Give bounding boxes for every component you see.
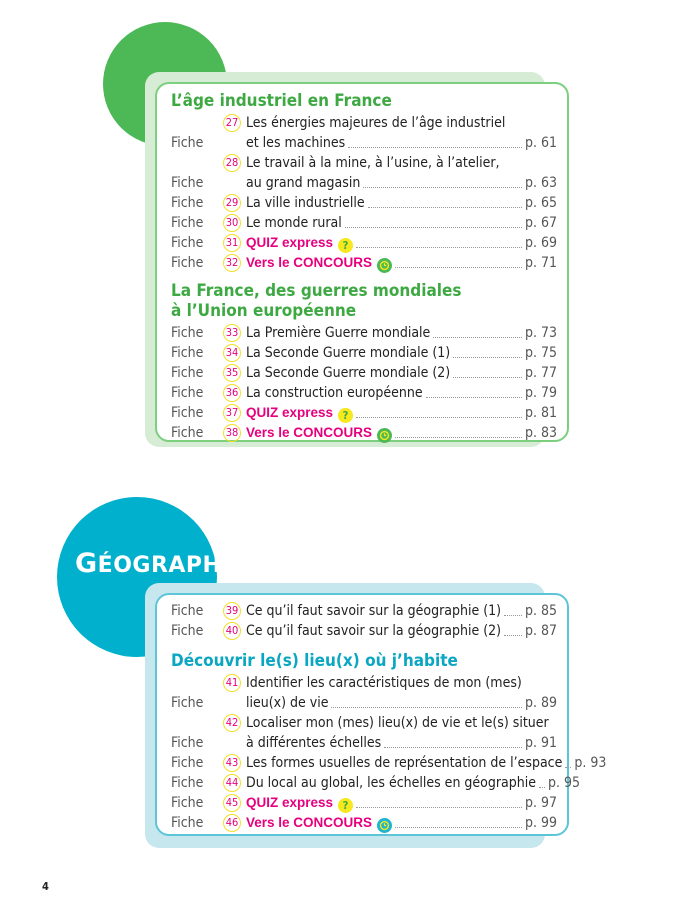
page-reference: p. 75 [524,345,557,361]
page-number: 4 [42,880,49,893]
page-reference: p. 69 [524,235,557,251]
fiche-number-badge: 38 [223,424,241,442]
fiche-label: Fiche [171,755,204,771]
entry-title: QUIZ express [246,235,334,250]
page-reference: p. 81 [524,405,557,421]
fiche-label: Fiche [171,385,204,401]
dot-leader [504,635,522,636]
dot-leader [395,827,522,828]
fiche-number-badge: 31 [223,234,241,252]
page-reference: p. 93 [574,755,607,771]
fiche-label: Fiche [171,405,204,421]
dot-leader [453,377,522,378]
entry-title: Le monde rural [246,215,342,231]
page-reference: p. 95 [548,775,581,791]
fiche-label: Fiche [171,695,204,711]
fiche-label: Fiche [171,195,204,211]
fiche-number-badge: 40 [223,622,241,640]
fiche-label: Fiche [171,215,204,231]
clock-icon [377,818,392,833]
entry-title: La ville industrielle [246,195,365,211]
entry-title: lieu(x) de vie [246,695,329,711]
entry-title: Les énergies majeures de l’âge industriel [246,115,506,131]
section-title: L’âge industriel en France [171,91,392,111]
fiche-label: Fiche [171,815,204,831]
page-reference: p. 73 [524,325,557,341]
entry-list [171,673,607,833]
page-reference: p. 87 [524,623,557,639]
dot-leader [356,417,522,418]
toc-entry[interactable] [171,213,557,233]
geography-heading: GÉOGRAPHIE [75,548,246,579]
geography-toc-panel [155,593,607,836]
fiche-number-badge: 44 [223,774,241,792]
question-mark-icon: ? [338,408,353,423]
entry-title: et les machines [246,135,346,151]
dot-leader [539,787,545,788]
toc-entry[interactable] [171,713,557,753]
fiche-label: Fiche [171,425,204,441]
fiche-number-badge: 36 [223,384,241,402]
entry-title: La Première Guerre mondiale [246,325,431,341]
entry-list [171,601,557,641]
entry-title: à différentes échelles [246,735,382,751]
toc-entry[interactable] [171,383,557,403]
page-reference: p. 67 [524,215,557,231]
entry-list [171,323,557,443]
fiche-number-badge: 45 [223,794,241,812]
entry-title: Vers le CONCOURS [246,815,373,830]
fiche-number-badge: 43 [223,754,241,772]
toc-entry[interactable] [171,423,557,443]
fiche-label: Fiche [171,235,204,251]
fiche-label: Fiche [171,325,204,341]
entry-title: Ce qu’il faut savoir sur la géographie (2) [246,623,502,639]
question-mark-icon: ? [338,798,353,813]
fiche-number-badge: 37 [223,404,241,422]
dot-leader [433,337,522,338]
toc-entry[interactable] [171,621,557,641]
fiche-number-badge: 35 [223,364,241,382]
entry-title: Le travail à la mine, à l’usine, à l’atelier, [246,155,500,171]
fiche-number-badge: 27 [223,114,241,132]
fiche-label: Fiche [171,345,204,361]
entry-list [171,113,557,273]
fiche-number-badge: 39 [223,602,241,620]
toc-entry[interactable] [171,813,557,833]
entry-title: Identifier les caractéristiques de mon (mes) [246,675,522,691]
dot-leader [345,227,522,228]
question-mark-icon: ? [338,238,353,253]
fiche-label: Fiche [171,735,204,751]
page-reference: p. 97 [524,795,557,811]
fiche-number-badge: 41 [223,674,241,692]
dot-leader [384,747,522,748]
entry-title: La Seconde Guerre mondiale (2) [246,365,451,381]
entry-title: La construction européenne [246,385,423,401]
clock-icon [377,428,392,443]
toc-entry[interactable] [171,233,557,253]
fiche-label: Fiche [171,775,204,791]
toc-entry[interactable] [171,363,557,383]
dot-leader [368,207,522,208]
entry-title: au grand magasin [246,175,361,191]
entry-title: QUIZ express [246,405,334,420]
fiche-label: Fiche [171,135,204,151]
dot-leader [348,147,522,148]
fiche-label: Fiche [171,365,204,381]
toc-entry[interactable] [171,153,557,193]
toc-entry[interactable] [171,253,557,273]
toc-entry[interactable] [171,773,581,793]
fiche-label: Fiche [171,623,204,639]
fiche-label: Fiche [171,603,204,619]
fiche-number-badge: 46 [223,814,241,832]
section-title: Découvrir le(s) lieu(x) où j’habite [171,651,458,671]
fiche-label: Fiche [171,175,204,191]
page-reference: p. 83 [524,425,557,441]
dot-leader [395,267,522,268]
clock-icon [377,258,392,273]
dot-leader [363,187,522,188]
page-reference: p. 89 [524,695,557,711]
page-reference: p. 65 [524,195,557,211]
fiche-label: Fiche [171,255,204,271]
entry-title: Vers le CONCOURS [246,425,373,440]
dot-leader [565,767,571,768]
page-reference: p. 99 [524,815,557,831]
toc-entry[interactable] [171,601,557,621]
fiche-number-badge: 29 [223,194,241,212]
page-reference: p. 61 [524,135,557,151]
dot-leader [356,807,522,808]
entry-title: Les formes usuelles de représentation de l’espace [246,755,563,771]
toc-entry[interactable] [171,193,557,213]
page-reference: p. 91 [524,735,557,751]
entry-title: Vers le CONCOURS [246,255,373,270]
fiche-number-badge: 42 [223,714,241,732]
dot-leader [395,437,522,438]
fiche-number-badge: 30 [223,214,241,232]
dot-leader [331,707,522,708]
entry-title: Du local au global, les échelles en géographie [246,775,537,791]
page-reference: p. 79 [524,385,557,401]
dot-leader [356,247,522,248]
toc-entry[interactable] [171,753,607,773]
page-reference: p. 77 [524,365,557,381]
entry-title: QUIZ express [246,795,334,810]
toc-entry[interactable] [171,343,557,363]
page-reference: p. 71 [524,255,557,271]
fiche-label: Fiche [171,795,204,811]
entry-title: Localiser mon (mes) lieu(x) de vie et le(s) situer [246,715,549,731]
fiche-number-badge: 34 [223,344,241,362]
dot-leader [504,615,522,616]
section-title: La France, des guerres mondiales à l’Union européenne [171,281,462,321]
toc-entry[interactable] [171,403,557,423]
toc-entry[interactable] [171,673,557,713]
toc-entry[interactable] [171,793,557,813]
fiche-number-badge: 28 [223,154,241,172]
entry-title: Ce qu’il faut savoir sur la géographie (1) [246,603,502,619]
history-toc-panel [155,82,569,442]
dot-leader [426,397,522,398]
dot-leader [453,357,522,358]
fiche-number-badge: 33 [223,324,241,342]
fiche-number-badge: 32 [223,254,241,272]
entry-title: La Seconde Guerre mondiale (1) [246,345,451,361]
toc-entry[interactable] [171,113,557,153]
page-reference: p. 85 [524,603,557,619]
page-reference: p. 63 [524,175,557,191]
toc-entry[interactable] [171,323,557,343]
